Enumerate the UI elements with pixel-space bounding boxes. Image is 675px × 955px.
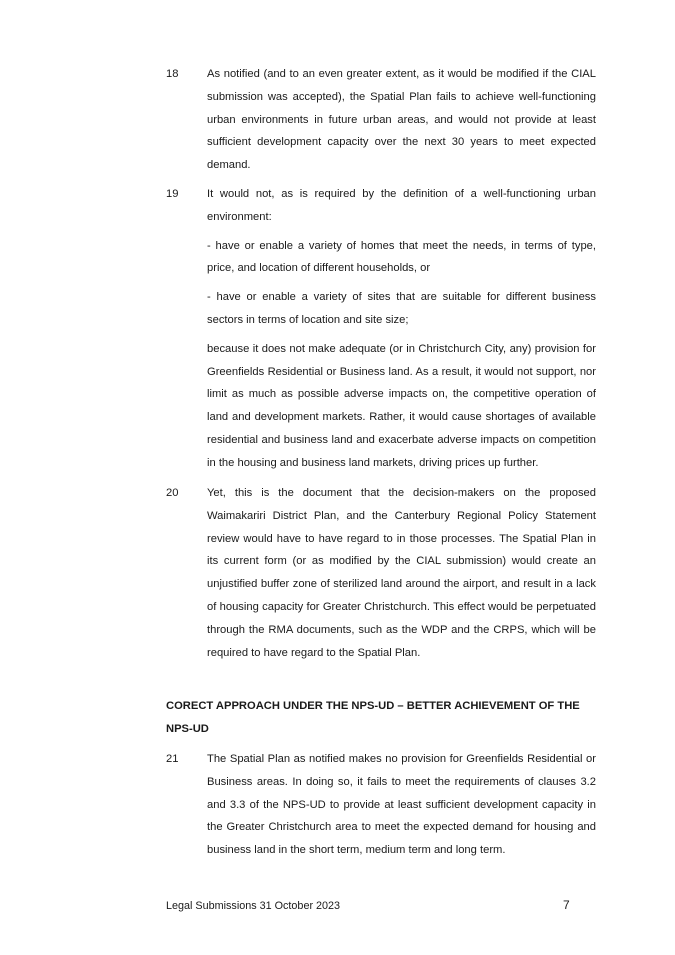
paragraph-19	[166, 183, 596, 475]
paragraph-number: 20	[166, 487, 179, 499]
paragraph-number: 19	[166, 188, 179, 200]
paragraph-text: The Spatial Plan as notified makes no provision for Greenfields Residential or Business areas. In doing so, it fails to meet the requirements of clauses 3.2 and 3.3 of the NPS-UD to provide at least sufficient development capacity in the Greater Christchurch area to meet the expected demand for housing and business land in the short term, medium term and long term.	[207, 753, 596, 857]
paragraph-18	[166, 63, 596, 177]
paragraph-number: 18	[166, 68, 179, 80]
paragraph-21	[166, 748, 596, 862]
paragraph-text: As notified (and to an even greater extent, as it would be modified if the CIAL submission was accepted), the Spatial Plan fails to achieve well-functioning urban environments in future urban areas, and would not provide at least sufficient development capacity over the next 30 years to meet expected demand.	[207, 68, 596, 172]
page-number: 7	[563, 898, 570, 912]
paragraph-conclusion: because it does not make adequate (or in Christchurch City, any) provision for Greenfields Residential or Business land. As a result, it would not support, nor limit as much as possible adverse impacts on, the competitive operation of land and development markets. Rather, it would cause shortages of available residential and business land and exacerbate adverse impacts on competition in the housing and business land markets, driving prices up further.	[207, 342, 596, 469]
paragraph-text: Yet, this is the document that the decision-makers on the proposed Waimakariri District Plan, and the Canterbury Regional Policy Statement review would have to have regard to in those processes. The Spatial Plan in its current form (or as modified by the CIAL submission) would create an unjustified buffer zone of sterilized land around the airport, and result in a lack of housing capacity for Greater Christchurch. This effect would be perpetuated through the RMA documents, such as the WDP and the CRPS, which will be required to have regard to the Spatial Plan.	[207, 487, 596, 659]
footer-label: Legal Submissions 31 October 2023	[166, 900, 341, 912]
list-item: - have or enable a variety of sites that are suitable for different business sectors in terms of location and site size;	[207, 291, 596, 326]
list-item: - have or enable a variety of homes that meet the needs, in terms of type, price, and location of different households, or	[207, 239, 596, 275]
paragraph-intro: It would not, as is required by the definition of a well-functioning urban environment:	[207, 188, 596, 223]
section-heading: CORECT APPROACH UNDER THE NPS-UD – BETTER ACHIEVEMENT OF THE NPS-UD	[166, 700, 580, 735]
paragraph-number: 21	[166, 753, 179, 765]
paragraph-20	[166, 482, 596, 664]
